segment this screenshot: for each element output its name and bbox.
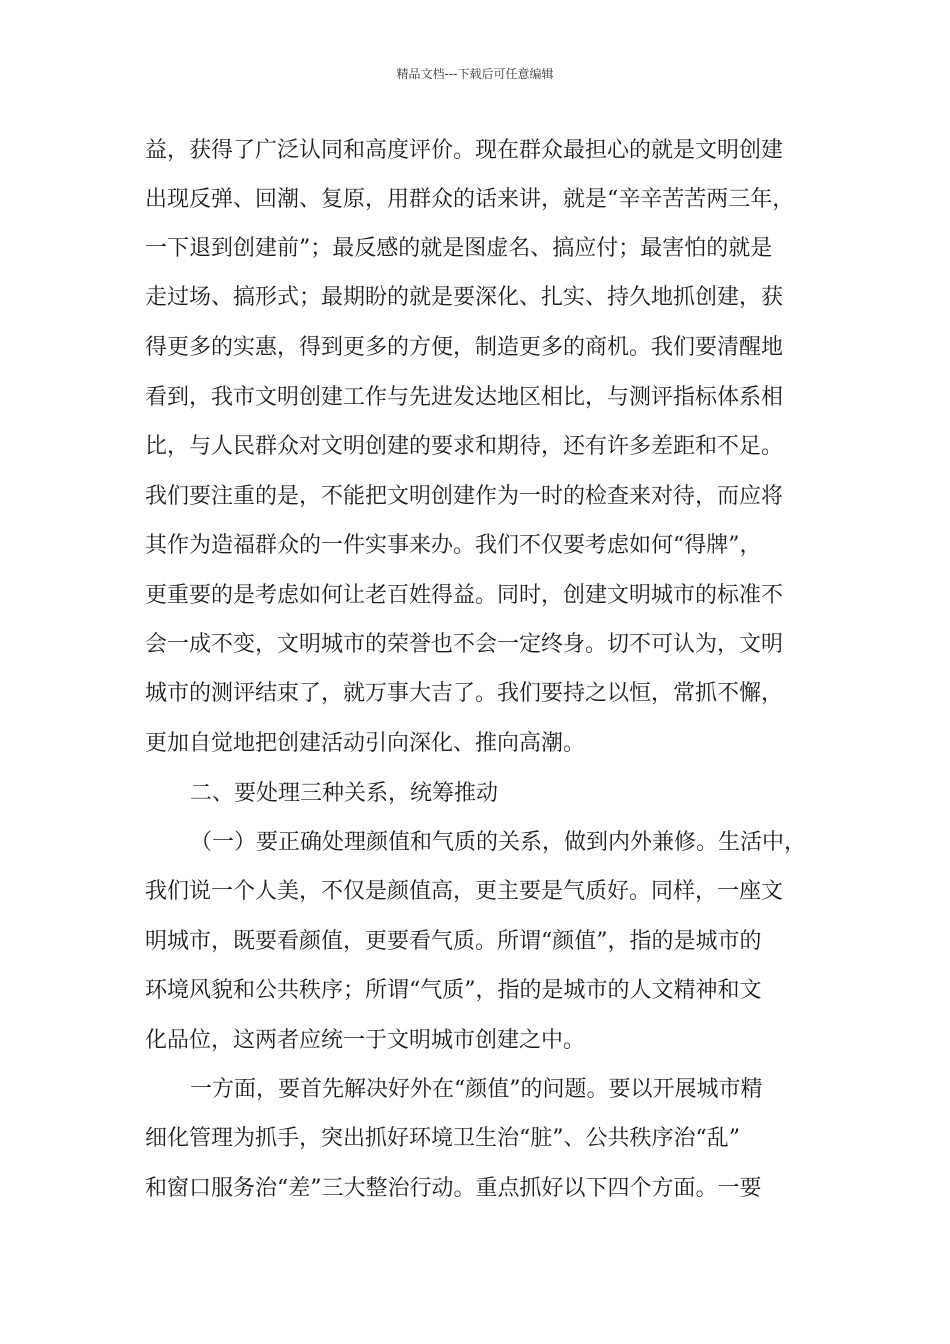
text-line: 我们说一个人美，不仅是颜值高，更主要是气质好。同样，一座文 xyxy=(145,879,784,904)
text-line: 看到，我市文明创建工作与先进发达地区相比，与测评指标体系相 xyxy=(145,385,784,410)
text-line: 出现反弹、回潮、复原，用群众的话来讲，就是“辛辛苦苦两三年， xyxy=(145,187,795,212)
section-heading: 二、要处理三种关系，统筹推动 xyxy=(190,781,499,806)
text-line: 更重要的是考虑如何让老百姓得益。同时，创建文明城市的标准不 xyxy=(145,583,784,608)
text-line: 环境风貌和公共秩序；所谓“气质”，指的是城市的人文精神和文 xyxy=(145,978,762,1003)
text-line: 会一成不变，文明城市的荣誉也不会一定终身。切不可认为，文明 xyxy=(145,632,784,657)
text-line: 更加自觉地把创建活动引向深化、推向高潮。 xyxy=(145,731,586,756)
text-line: 得更多的实惠，得到更多的方便，制造更多的商机。我们要清醒地 xyxy=(145,335,784,360)
subsection-heading: （一）要正确处理颜值和气质的关系，做到内外兼修。生活中， xyxy=(190,830,807,855)
text-line: 一下退到创建前”；最反感的就是图虚名、搞应付；最害怕的就是 xyxy=(145,236,773,261)
text-line: 明城市，既要看颜值，更要看气质。所谓“颜值”，指的是城市的 xyxy=(145,929,762,954)
text-line: 化品位，这两者应统一于文明城市创建之中。 xyxy=(145,1028,586,1053)
text-line: 益，获得了广泛认同和高度评价。现在群众最担心的就是文明创建 xyxy=(145,138,784,163)
paragraph-start: 一方面，要首先解决好外在“颜值”的问题。要以开展城市精 xyxy=(190,1077,763,1102)
page-header: 精品文档---下载后可任意编辑 xyxy=(396,67,554,81)
text-line: 我们要注重的是，不能把文明创建作为一时的检查来对待，而应将 xyxy=(145,484,784,509)
text-line: 细化管理为抓手，突出抓好环境卫生治“脏”、公共秩序治“乱” xyxy=(145,1126,740,1151)
text-line: 其作为造福群众的一件实事来办。我们不仅要考虑如何“得牌”， xyxy=(145,533,762,558)
text-line: 走过场、搞形式；最期盼的就是要深化、扎实、持久地抓创建，获 xyxy=(145,285,784,310)
text-line: 比，与人民群众对文明创建的要求和期待，还有许多差距和不足。 xyxy=(145,434,784,459)
text-line: 城市的测评结束了，就万事大吉了。我们要持之以恒，常抓不懈， xyxy=(145,681,784,706)
text-line: 和窗口服务治“差”三大整治行动。重点抓好以下四个方面。一要 xyxy=(145,1176,762,1201)
